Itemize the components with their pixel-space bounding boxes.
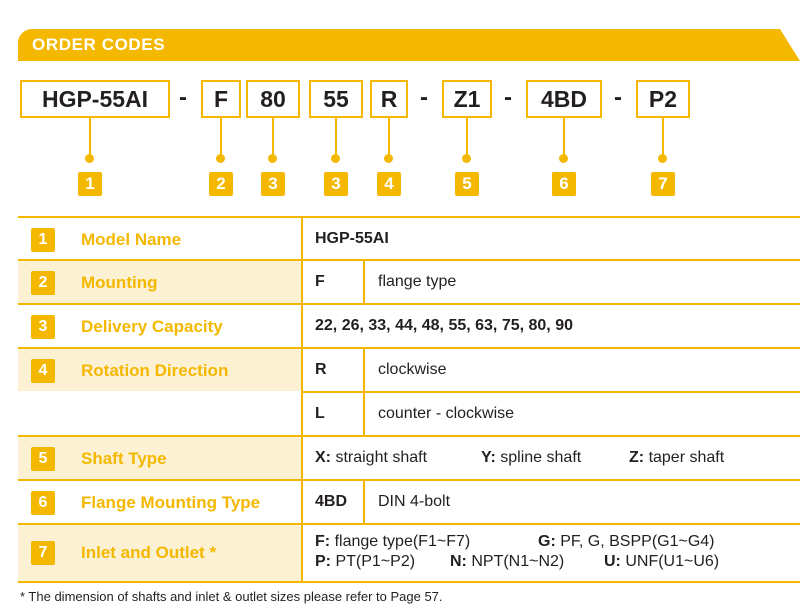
option-description: PT(P1~P2) (335, 553, 416, 570)
connector-dot (216, 154, 225, 163)
column-divider (363, 479, 365, 523)
code-inlet-outlet: P2 (636, 80, 690, 118)
badge-4: 4 (377, 172, 401, 196)
section-title: ORDER CODES (32, 35, 166, 54)
option-code: U: (604, 553, 621, 570)
option-code: N: (450, 553, 467, 570)
connector-dot (331, 154, 340, 163)
row-label: Mounting (81, 273, 158, 292)
table-row (18, 261, 800, 303)
option-code: Y: (481, 449, 496, 466)
row-number-badge: 3 (31, 315, 55, 339)
badge-5: 5 (455, 172, 479, 196)
row-code: 4BD (315, 493, 348, 510)
badge-2: 2 (209, 172, 233, 196)
row-label-cell (18, 481, 302, 523)
footnote: * The dimension of shafts and inlet & outlet sizes please refer to Page 57. (20, 589, 443, 604)
code-separator: - (179, 84, 187, 111)
column-divider (363, 347, 365, 435)
row-description: counter - clockwise (378, 405, 515, 422)
connector-dot (268, 154, 277, 163)
badge-7: 7 (651, 172, 675, 196)
connector-line (662, 118, 664, 158)
port-option (315, 533, 470, 551)
connector-line (272, 118, 274, 158)
row-label: Inlet and Outlet * (81, 543, 217, 562)
badge-3a: 3 (261, 172, 285, 196)
option-code: G: (538, 533, 556, 550)
badge-1: 1 (78, 172, 102, 196)
row-description: clockwise (378, 361, 447, 378)
option-code: F: (315, 533, 331, 550)
row-label: Flange Mounting Type (81, 493, 261, 512)
row-code: R (315, 361, 327, 378)
option-code: X: (315, 449, 331, 466)
row-label-cell (18, 349, 302, 391)
order-code-table (18, 216, 800, 583)
option-description: straight shaft (335, 449, 428, 466)
code-separator: - (420, 84, 428, 111)
row-number-badge: 2 (31, 271, 55, 295)
row-label: Rotation Direction (81, 361, 229, 380)
row-label: Shaft Type (81, 449, 167, 468)
row-label-cell (18, 437, 302, 479)
option-description: NPT(N1~N2) (471, 553, 565, 570)
row-description: DIN 4-bolt (378, 493, 451, 510)
code-capacity-2: 55 (309, 80, 363, 118)
connector-dot (85, 154, 94, 163)
row-number-badge: 7 (31, 541, 55, 565)
badge-6: 6 (552, 172, 576, 196)
row-number-badge: 6 (31, 491, 55, 515)
connector-dot (559, 154, 568, 163)
port-option (450, 553, 564, 571)
table-row (18, 525, 800, 581)
option-code: P: (315, 553, 331, 570)
table-row (18, 393, 800, 435)
row-number-badge: 5 (31, 447, 55, 471)
code-model: HGP-55AI (20, 80, 170, 118)
code-separator: - (504, 84, 512, 111)
shaft-option (315, 449, 427, 467)
option-code: Z: (629, 449, 645, 466)
connector-line (89, 118, 91, 158)
section-header (18, 29, 800, 61)
connector-line (220, 118, 222, 158)
column-divider (301, 216, 303, 583)
row-code: F (315, 273, 325, 290)
row-number-badge: 1 (31, 228, 55, 252)
row-description: flange type (378, 273, 457, 290)
row-label-cell (18, 305, 302, 347)
option-description: UNF(U1~U6) (625, 553, 720, 570)
shaft-option (629, 449, 724, 467)
port-option (604, 553, 719, 571)
column-divider (363, 259, 365, 303)
row-label-cell (18, 525, 302, 581)
connector-dot (658, 154, 667, 163)
badge-3b: 3 (324, 172, 348, 196)
row-label-cell (18, 261, 302, 303)
connector-line (335, 118, 337, 158)
connector-line (466, 118, 468, 158)
table-row (18, 218, 800, 259)
table-row (18, 481, 800, 523)
table-row (18, 437, 800, 479)
row-value: 22, 26, 33, 44, 48, 55, 63, 75, 80, 90 (315, 317, 573, 334)
row-value: HGP-55AI (315, 230, 389, 247)
port-option (315, 553, 415, 571)
code-separator: - (614, 84, 622, 111)
option-description: taper shaft (648, 449, 725, 466)
code-mounting: F (201, 80, 241, 118)
code-rotation: R (370, 80, 408, 118)
table-row (18, 305, 800, 347)
code-shaft: Z1 (442, 80, 492, 118)
shaft-option (481, 449, 581, 467)
connector-line (563, 118, 565, 158)
option-description: spline shaft (500, 449, 582, 466)
row-label-cell (18, 218, 302, 259)
row-label: Model Name (81, 230, 182, 249)
port-option (538, 533, 715, 551)
row-label: Delivery Capacity (81, 317, 223, 336)
connector-dot (462, 154, 471, 163)
row-code: L (315, 405, 325, 422)
table-rule (18, 581, 800, 583)
code-flange: 4BD (526, 80, 602, 118)
option-description: PF, G, BSPP(G1~G4) (560, 533, 715, 550)
connector-dot (384, 154, 393, 163)
row-number-badge: 4 (31, 359, 55, 383)
code-capacity-1: 80 (246, 80, 300, 118)
table-row (18, 349, 800, 391)
connector-line (388, 118, 390, 158)
option-description: flange type(F1~F7) (334, 533, 471, 550)
